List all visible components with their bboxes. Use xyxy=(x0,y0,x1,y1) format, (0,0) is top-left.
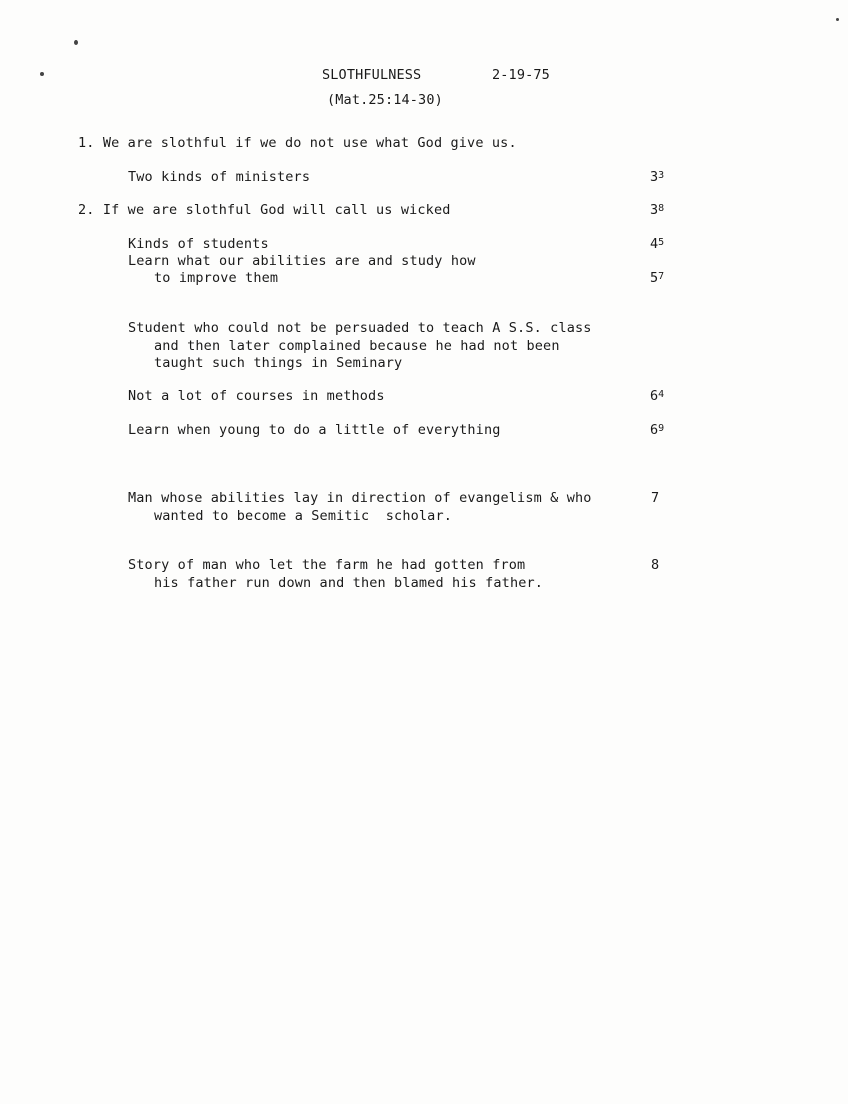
page-reference: $6^9$ xyxy=(650,422,665,438)
outline-subpoint: Learn what our abilities are and study how xyxy=(128,253,476,269)
page-reference: $3^8$ xyxy=(650,202,665,218)
outline-subpoint-continued: wanted to become a Semitic scholar. xyxy=(154,508,452,524)
scan-speck xyxy=(40,72,44,76)
page-reference: $4^5$ xyxy=(650,236,665,252)
page-reference: 7 xyxy=(651,490,660,506)
outline-subpoint: Not a lot of courses in methods xyxy=(128,388,385,404)
outline-subpoint: Student who could not be persuaded to teach A S.S. class xyxy=(128,320,592,336)
outline-subpoint: Learn when young to do a little of everything xyxy=(128,422,501,438)
page-reference: $3^3$ xyxy=(650,169,665,185)
outline-point-2: 2. If we are slothful God will call us wicked xyxy=(78,202,451,218)
outline-subpoint-continued: and then later complained because he had not been xyxy=(154,338,560,354)
outline-subpoint: Two kinds of ministers xyxy=(128,169,311,185)
page-reference: $5^7$ xyxy=(650,270,665,286)
outline-subpoint: Kinds of students xyxy=(128,236,269,252)
scan-speck xyxy=(836,18,839,21)
page-reference: 8 xyxy=(651,557,660,573)
scripture-reference: (Mat.25:14-30) xyxy=(327,92,443,108)
outline-subpoint-continued: to improve them xyxy=(154,270,279,286)
outline-point-1: 1. We are slothful if we do not use what God give us. xyxy=(78,135,517,151)
document-title: SLOTHFULNESS xyxy=(322,67,422,83)
document-date: 2-19-75 xyxy=(492,67,550,83)
outline-subpoint-continued: his father run down and then blamed his father. xyxy=(154,575,544,591)
scan-speck xyxy=(74,40,78,45)
outline-subpoint: Man whose abilities lay in direction of evangelism & who xyxy=(128,490,592,506)
outline-subpoint-continued: taught such things in Seminary xyxy=(154,355,403,371)
outline-subpoint: Story of man who let the farm he had gotten from xyxy=(128,557,526,573)
page-reference: $6^4$ xyxy=(650,388,665,404)
